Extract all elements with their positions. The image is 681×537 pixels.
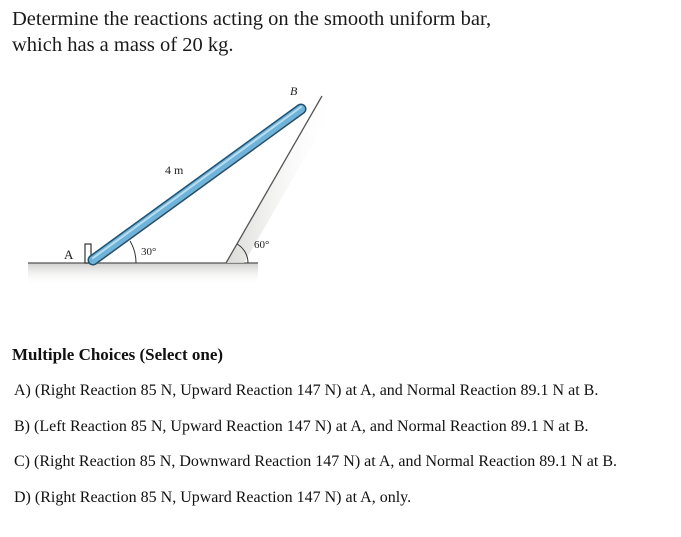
choice-b[interactable]: B) (Left Reaction 85 N, Upward Reaction 147 N) at A, and Normal Reaction 89.1 N at B. [14, 418, 589, 435]
choice-c[interactable]: C) (Right Reaction 85 N, Downward Reaction 147 N) at A, and Normal Reaction 89.1 N at B. [14, 453, 617, 470]
label-b: B [290, 84, 298, 98]
question-text [12, 6, 612, 58]
bar-diagram [26, 78, 346, 293]
angle-label-30: 30° [141, 246, 157, 258]
length-label: 4 m [165, 163, 184, 177]
angle-label-60: 60° [254, 239, 270, 251]
choice-d[interactable]: D) (Right Reaction 85 N, Upward Reaction 147 N) at A, only. [14, 489, 412, 506]
angle-arc-30 [130, 241, 136, 263]
question-line-1: Determine the reactions acting on the smooth uniform bar, [12, 8, 492, 30]
choice-a[interactable]: A) (Right Reaction 85 N, Upward Reaction 147 N) at A, and Normal Reaction 89.1 N at B. [14, 382, 599, 399]
choices-title: Multiple Choices (Select one) [12, 345, 224, 364]
ground [28, 263, 258, 285]
uniform-bar [93, 107, 301, 260]
label-a: A [64, 247, 74, 262]
question-line-2: which has a mass of 20 kg. [12, 34, 234, 56]
